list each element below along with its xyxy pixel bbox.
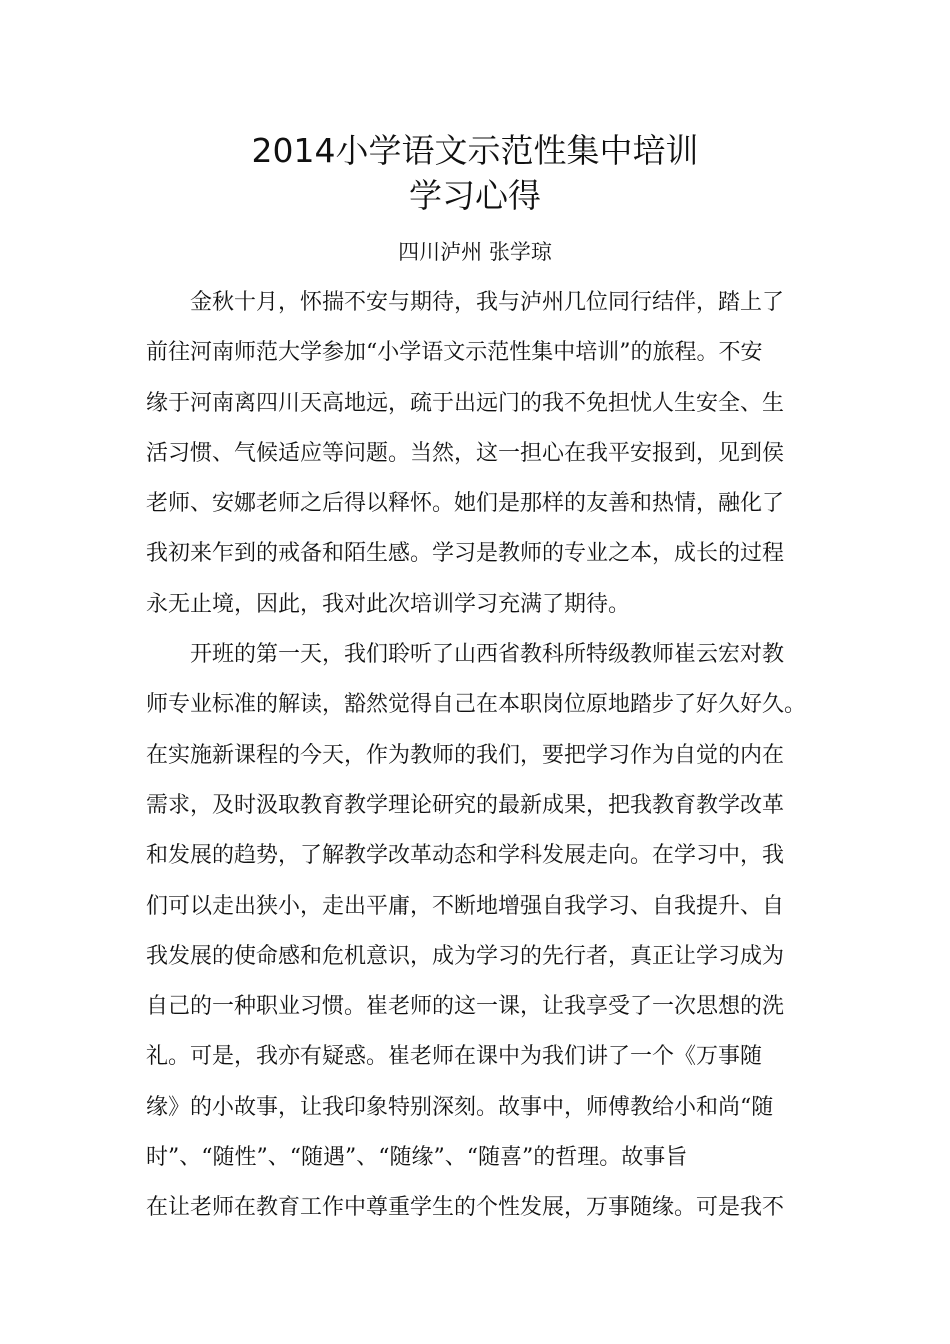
paragraph-2-line: 自己的一种职业习惯。崔老师的这一课，让我享受了一次思想的洗 (146, 994, 785, 1020)
paragraph-2-line: 需求，及时汲取教育教学理论研究的最新成果，把我教育教学改革 (146, 792, 785, 818)
paragraph-2-line: 开班的第一天，我们聆听了山西省教科所特级教师崔云宏对教 (190, 642, 785, 668)
title-line-2: 学习心得 (409, 176, 541, 215)
paragraph-1-line: 金秋十月，怀揣不安与期待，我与泸州几位同行结伴，踏上了 (190, 290, 785, 315)
document-title (0, 128, 950, 218)
paragraph-2-line: 在让老师在教育工作中尊重学生的个性发展，万事随缘。可是我不 (146, 1195, 785, 1221)
paragraph-2-line: 礼。可是，我亦有疑惑。崔老师在课中为我们讲了一个《万事随 (146, 1044, 763, 1070)
paragraph-1-line: 活习惯、气候适应等问题。当然，这一担心在我平安报到，见到侯 (146, 440, 785, 466)
paragraph-2-line: 在实施新课程的今天，作为教师的我们，要把学习作为自觉的内在 (146, 742, 785, 768)
paragraph-1-line: 缘于河南离四川天高地远，疏于出远门的我不免担忧人生安全、生 (146, 390, 785, 416)
paragraph-1-line: 前往河南师范大学参加“小学语文示范性集中培训”的旅程。不安 (146, 340, 763, 366)
paragraph-2-line: 缘》的小故事，让我印象特别深刻。故事中，师傅教给小和尚“随 (146, 1094, 774, 1120)
paragraph-2-line: 我发展的使命感和危机意识，成为学习的先行者，真正让学习成为 (146, 943, 785, 969)
paragraph-2-line: 们可以走出狭小，走出平庸，不断地增强自我学习、自我提升、自 (146, 893, 785, 919)
author-byline: 四川泸州 张学琼 (398, 240, 552, 264)
paragraph-2-line: 和发展的趋势，了解教学改革动态和学科发展走向。在学习中，我 (146, 843, 785, 869)
paragraph-1-line: 我初来乍到的戒备和陌生感。学习是教师的专业之本，成长的过程 (146, 541, 785, 567)
paragraph-2-line: 时”、“随性”、“随遇”、“随缘”、“随喜”的哲理。故事旨 (146, 1145, 688, 1171)
body-text (146, 278, 826, 1234)
paragraph-1-line: 老师、安娜老师之后得以释怀。她们是那样的友善和热情，融化了 (146, 491, 785, 517)
paragraph-1-line: 永无止境，因此，我对此次培训学习充满了期待。 (146, 591, 631, 617)
title-line-1: 2014小学语文示范性集中培训 (251, 131, 699, 170)
paragraph-2-line: 师专业标准的解读，豁然觉得自己在本职岗位原地踏步了好久好久。 (146, 692, 807, 718)
